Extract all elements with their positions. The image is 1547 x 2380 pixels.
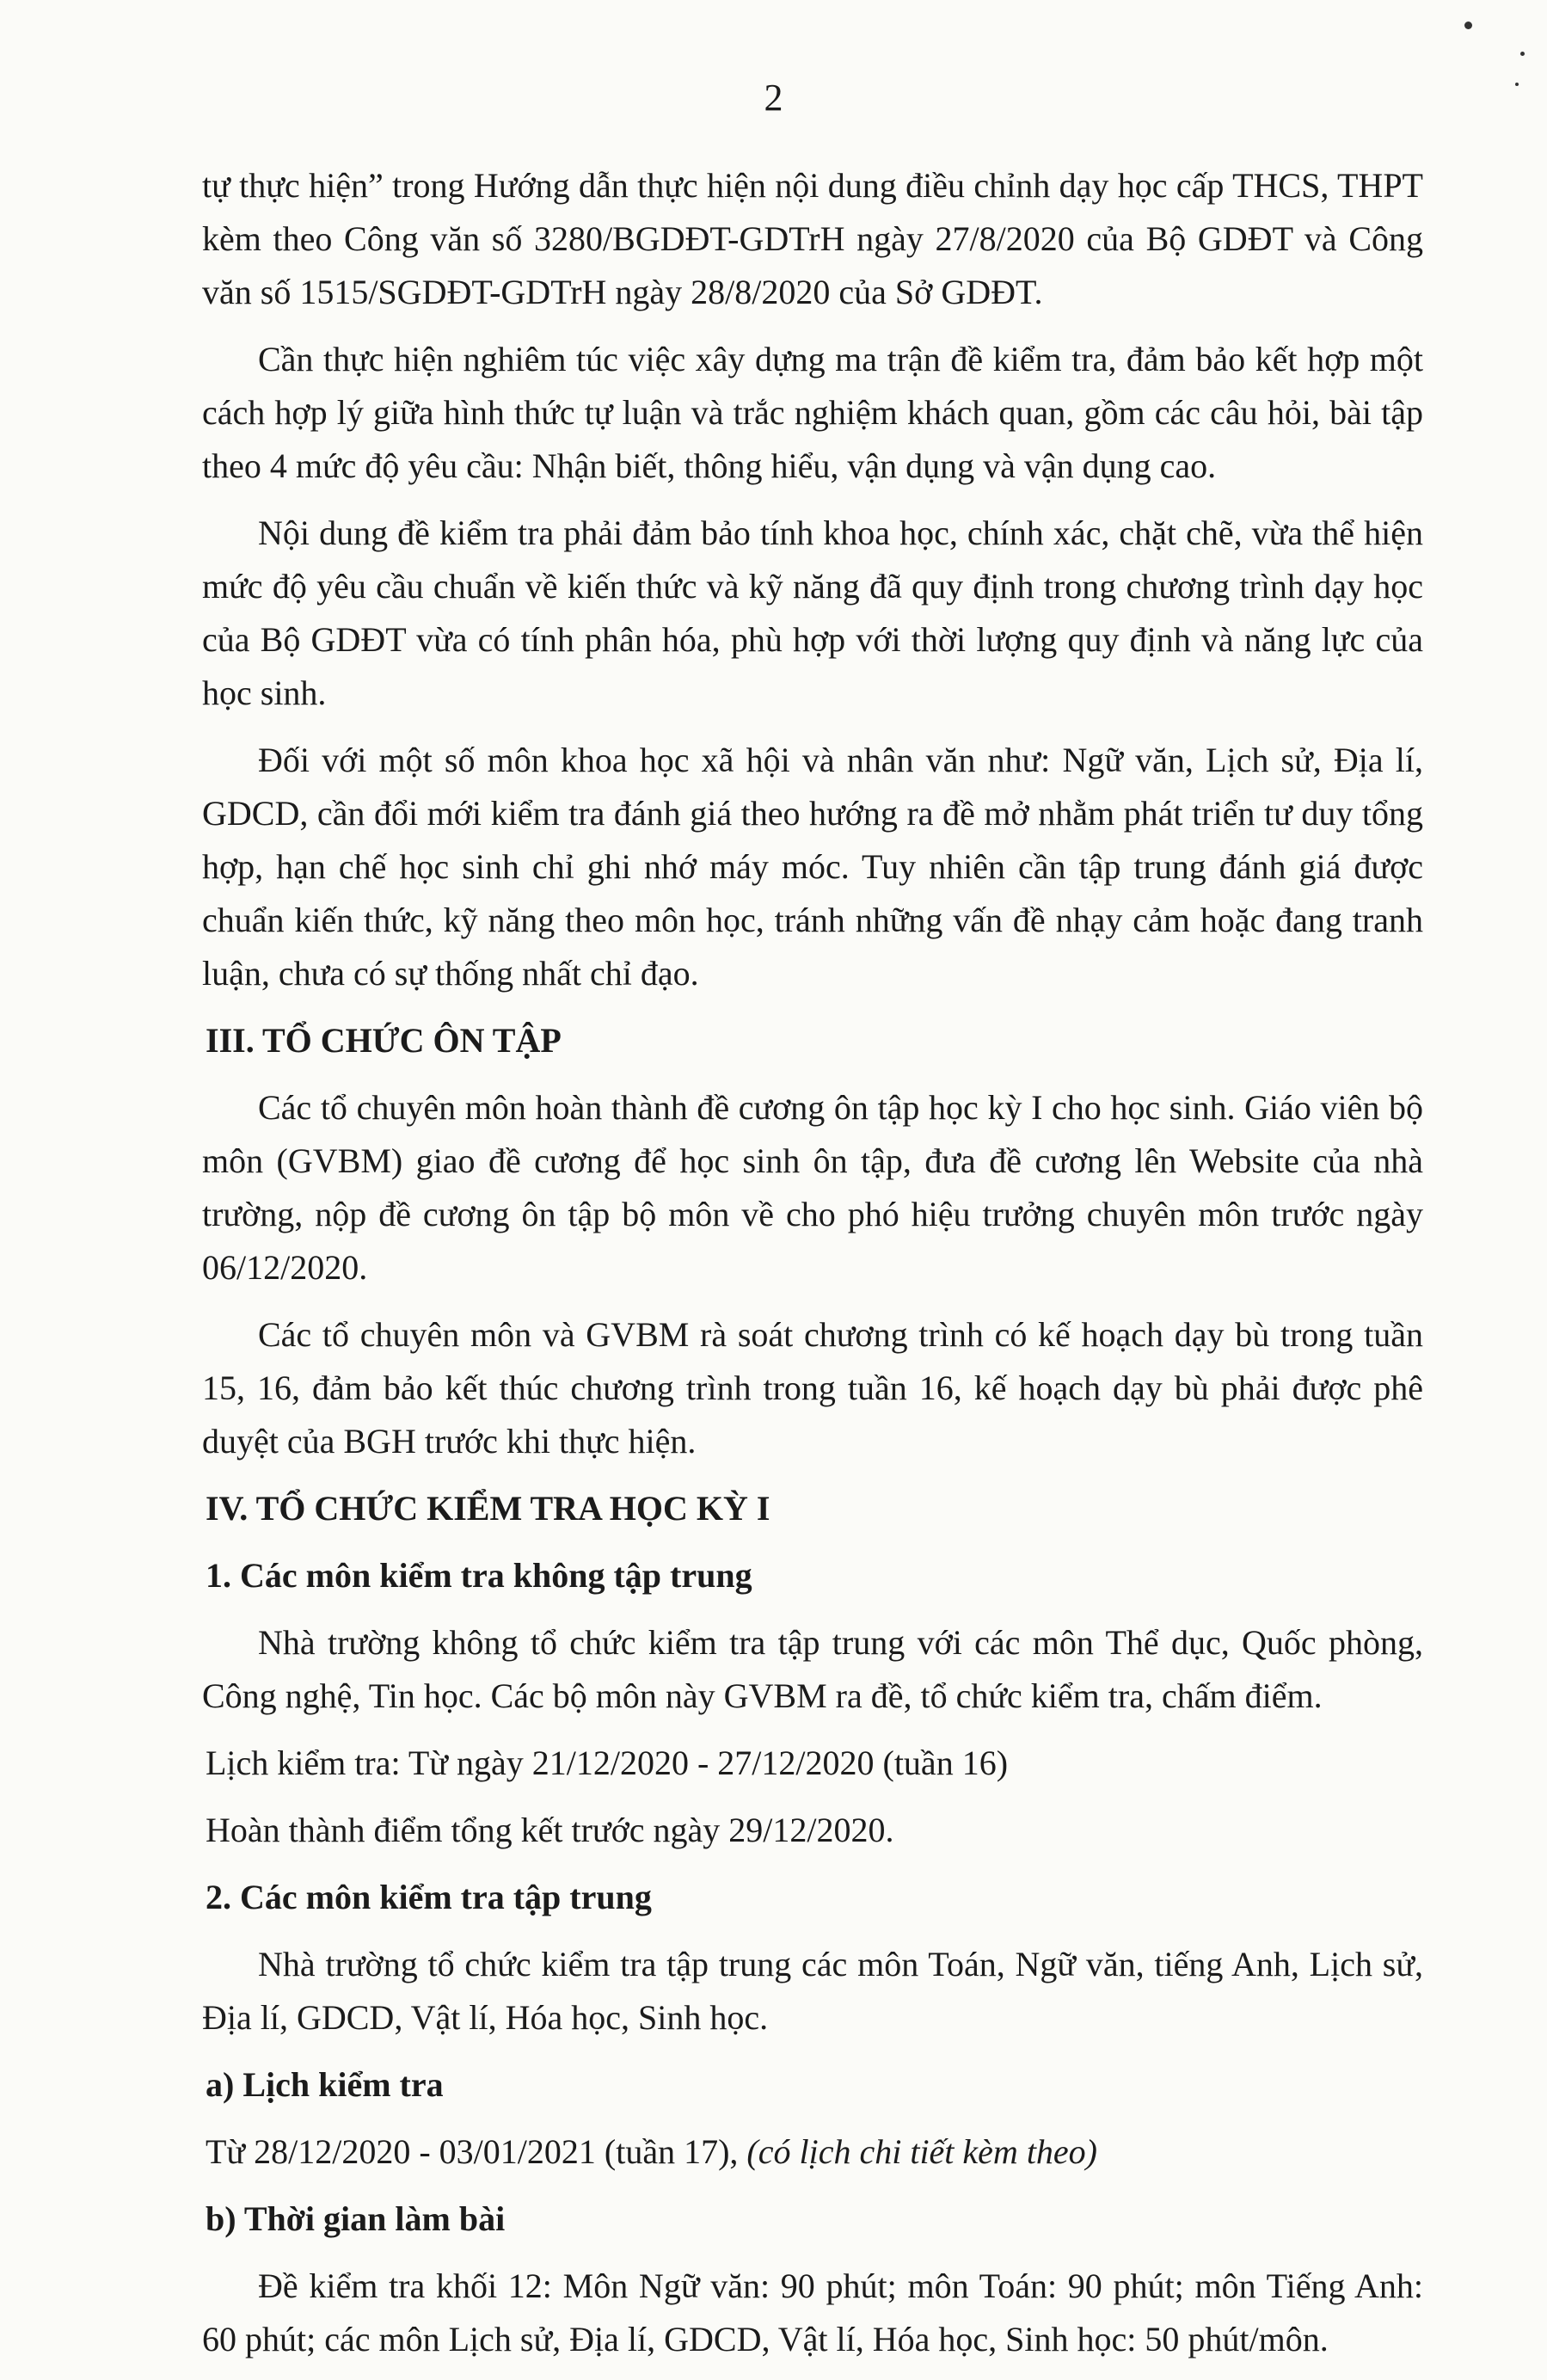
paragraph-continuation: tự thực hiện” trong Hướng dẫn thực hiện nội dung điều chỉnh dạy học cấp THCS, THPT kèm theo Công văn số 3280/BGDĐT-GDTrH ngày 27/8/2020 của Bộ GDĐT và Công văn số 1515/SGDĐT-GDTrH ngày 28/8/2020 của Sở GDĐT.	[202, 166, 1423, 311]
paragraph-makeup-teaching: Các tổ chuyên môn và GVBM rà soát chương trình có kế hoạch dạy bù trong tuần 15, 16, đảm bảo kết thúc chương trình trong tuần 16, kế hoạch dạy bù phải được phê duyệt của BGH trước khi thực hiện.	[202, 1315, 1423, 1461]
paragraph-grade12-duration: Đề kiểm tra khối 12: Môn Ngữ văn: 90 phút; môn Toán: 90 phút; môn Tiếng Anh: 60 phút; các môn Lịch sử, Địa lí, GDCD, Vật lí, Hóa học, Sinh học: 50 phút/môn.	[202, 2266, 1423, 2358]
paragraph-final-grades-deadline: Hoàn thành điểm tổng kết trước ngày 29/12/2020.	[206, 1811, 894, 1849]
paragraph-social-sciences: Đối với một số môn khoa học xã hội và nhân văn như: Ngữ văn, Lịch sử, Địa lí, GDCD, cần đổi mới kiểm tra đánh giá theo hướng ra đề mở nhằm phát triển tư duy tổng hợp, hạn chế học sinh chỉ ghi nhớ máy móc. Tuy nhiên cần tập trung đánh giá được chuẩn kiến thức, kỹ năng theo môn học, tránh những vấn đề nhạy cảm hoặc đang tranh luận, chưa có sự thống nhất chỉ đạo.	[202, 741, 1423, 993]
paragraph-exam-dates	[202, 2125, 1423, 2179]
subheading-non-centralized: 1. Các môn kiểm tra không tập trung	[206, 1556, 752, 1595]
paragraph-review-outline: Các tổ chuyên môn hoàn thành đề cương ôn tập học kỳ I cho học sinh. Giáo viên bộ môn (GVBM) giao đề cương để học sinh ôn tập, đưa đề cương lên Website của nhà trường, nộp đề cương ôn tập bộ môn về cho phó hiệu trưởng chuyên môn trước ngày 06/12/2020.	[202, 1088, 1423, 1287]
scan-speck	[1520, 52, 1525, 56]
section-heading-review: III. TỔ CHỨC ÔN TẬP	[206, 1021, 562, 1060]
subheading-exam-schedule: a) Lịch kiểm tra	[206, 2065, 444, 2104]
subheading-exam-duration: b) Thời gian làm bài	[206, 2199, 506, 2238]
document-body	[202, 159, 1423, 2380]
paragraph-content-requirements: Nội dung đề kiểm tra phải đảm bảo tính khoa học, chính xác, chặt chẽ, vừa thể hiện mức độ yêu cầu chuẩn về kiến thức và kỹ năng đã quy định trong chương trình dạy học của Bộ GDĐT vừa có tính phân hóa, phù hợp với thời lượng quy định và năng lực của học sinh.	[202, 514, 1423, 712]
page-number: 2	[764, 77, 783, 119]
paragraph-exam-schedule-week16: Lịch kiểm tra: Từ ngày 21/12/2020 - 27/12/2020 (tuần 16)	[206, 1743, 1009, 1782]
paragraph-matrix: Cần thực hiện nghiêm túc việc xây dựng ma trận đề kiểm tra, đảm bảo kết hợp một cách hợp lý giữa hình thức tự luận và trắc nghiệm khách quan, gồm các câu hỏi, bài tập theo 4 mức độ yêu cầu: Nhận biết, thông hiểu, vận dụng và vận dụng cao.	[202, 340, 1423, 485]
exam-dates-text: Từ 28/12/2020 - 03/01/2021 (tuần 17),	[206, 2132, 747, 2171]
subheading-centralized: 2. Các môn kiểm tra tập trung	[206, 1878, 652, 1916]
exam-dates-note: (có lịch chi tiết kèm theo)	[746, 2132, 1098, 2171]
paragraph-non-centralized-subjects: Nhà trường không tổ chức kiểm tra tập trung với các môn Thể dục, Quốc phòng, Công nghệ, Tin học. Các bộ môn này GVBM ra đề, tổ chức kiểm tra, chấm điểm.	[202, 1623, 1423, 1715]
section-heading-exam: IV. TỔ CHỨC KIỂM TRA HỌC KỲ I	[206, 1489, 770, 1528]
paragraph-centralized-subjects: Nhà trường tổ chức kiểm tra tập trung các môn Toán, Ngữ văn, tiếng Anh, Lịch sử, Địa lí, GDCD, Vật lí, Hóa học, Sinh học.	[202, 1945, 1423, 2037]
scan-speck	[1464, 22, 1472, 29]
